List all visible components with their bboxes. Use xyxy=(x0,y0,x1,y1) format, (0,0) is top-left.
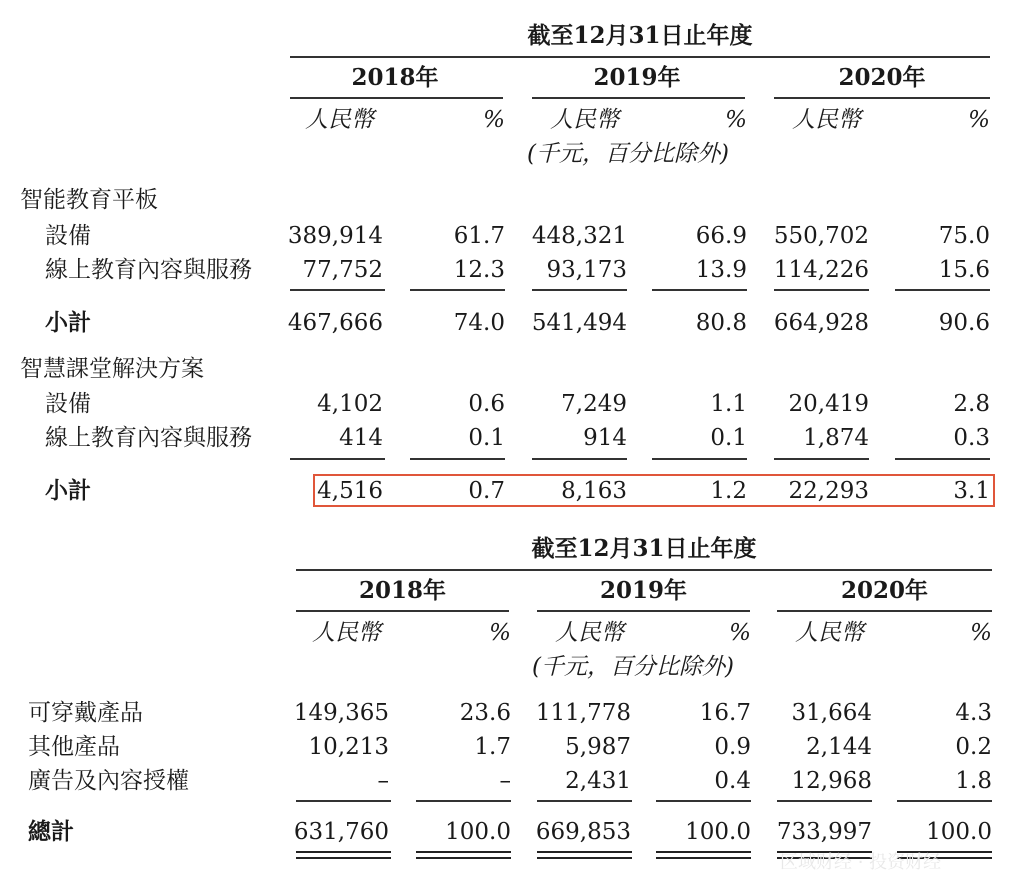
divider xyxy=(652,289,747,291)
cell-2019-amount: 914 xyxy=(583,425,627,451)
divider xyxy=(416,800,511,802)
cell-2020-amount: 12,968 xyxy=(791,768,872,794)
unit-percent: % xyxy=(968,107,990,133)
cell-2019-percent: 80.8 xyxy=(695,310,747,336)
divider xyxy=(774,97,990,99)
unit-percent: % xyxy=(725,107,747,133)
period-header: 截至12月31日止年度 xyxy=(527,22,753,49)
year-header-2020: 2020年 xyxy=(840,577,928,604)
cell-2018-percent: 74.0 xyxy=(453,310,505,336)
cell-2020-percent: 0.3 xyxy=(953,425,990,451)
divider xyxy=(532,289,627,291)
divider xyxy=(774,458,869,460)
cell-2019-percent: 16.7 xyxy=(699,700,751,726)
divider xyxy=(777,800,872,802)
double-underline xyxy=(656,851,751,859)
cell-2020-amount: 2,144 xyxy=(806,734,872,760)
cell-2019-amount: 5,987 xyxy=(565,734,631,760)
divider xyxy=(537,800,632,802)
row-label: 可穿戴產品 xyxy=(28,700,143,726)
cell-2018-amount: 4,516 xyxy=(317,478,383,504)
unit-percent: % xyxy=(489,620,511,646)
cell-2018-percent: 61.7 xyxy=(453,223,505,249)
year-header-2020: 2020年 xyxy=(838,64,926,91)
cell-2018-percent: 0.1 xyxy=(468,425,505,451)
cell-2019-amount: 541,494 xyxy=(531,310,627,336)
cell-2019-percent: 0.9 xyxy=(714,734,751,760)
cell-2020-amount: 22,293 xyxy=(788,478,869,504)
row-label: 線上教育內容與服務 xyxy=(45,257,252,283)
row-label: 設備 xyxy=(45,391,91,417)
cell-2020-amount: 1,874 xyxy=(803,425,869,451)
cell-2019-percent: 0.1 xyxy=(710,425,747,451)
year-header-2019: 2019年 xyxy=(593,64,681,91)
row-label: 總計 xyxy=(28,818,74,845)
double-underline xyxy=(296,851,391,859)
divider xyxy=(777,610,992,612)
cell-2018-percent: 1.7 xyxy=(474,734,511,760)
row-label: 其他產品 xyxy=(28,734,120,760)
row-label: 線上教育內容與服務 xyxy=(45,425,252,451)
row-label: 小計 xyxy=(45,309,91,336)
unit-percent: % xyxy=(483,107,505,133)
unit-currency: 人民幣 xyxy=(795,620,864,646)
divider xyxy=(532,458,627,460)
divider xyxy=(774,289,869,291)
cell-2020-percent: 4.3 xyxy=(955,700,992,726)
watermark: 区域财经 · 投资财经 xyxy=(780,852,942,873)
cell-2019-amount: 111,778 xyxy=(535,700,631,726)
cell-2018-percent: – xyxy=(499,768,511,794)
divider xyxy=(895,289,990,291)
double-underline xyxy=(416,851,511,859)
cell-2018-amount: 149,365 xyxy=(293,700,389,726)
divider xyxy=(290,289,385,291)
divider xyxy=(290,56,990,58)
year-header-2019: 2019年 xyxy=(599,577,687,604)
cell-2019-percent: 0.4 xyxy=(714,768,751,794)
cell-2019-percent: 100.0 xyxy=(685,819,751,845)
cell-2020-percent: 15.6 xyxy=(938,257,990,283)
cell-2018-percent: 23.6 xyxy=(459,700,511,726)
cell-2018-amount: 631,760 xyxy=(293,819,389,845)
cell-2018-amount: 414 xyxy=(339,425,383,451)
cell-2020-percent: 2.8 xyxy=(953,391,990,417)
cell-2019-amount: 2,431 xyxy=(565,768,631,794)
divider xyxy=(296,610,509,612)
row-label: 廣告及內容授權 xyxy=(28,768,189,794)
cell-2018-amount: 10,213 xyxy=(308,734,389,760)
unit-note: (千元，百分比除外) xyxy=(532,654,734,680)
unit-currency: 人民幣 xyxy=(312,620,381,646)
cell-2018-percent: 12.3 xyxy=(453,257,505,283)
cell-2018-percent: 100.0 xyxy=(445,819,511,845)
divider xyxy=(296,800,391,802)
cell-2019-percent: 66.9 xyxy=(695,223,747,249)
cell-2020-amount: 733,997 xyxy=(776,819,872,845)
divider xyxy=(290,458,385,460)
divider xyxy=(410,458,505,460)
unit-note: (千元，百分比除外) xyxy=(527,141,729,167)
cell-2020-percent: 3.1 xyxy=(953,478,990,504)
row-label: 設備 xyxy=(45,223,91,249)
divider xyxy=(410,289,505,291)
cell-2019-percent: 13.9 xyxy=(695,257,747,283)
cell-2020-percent: 90.6 xyxy=(938,310,990,336)
divider xyxy=(290,97,503,99)
cell-2018-percent: 0.6 xyxy=(468,391,505,417)
cell-2018-percent: 0.7 xyxy=(468,478,505,504)
cell-2020-amount: 550,702 xyxy=(773,223,869,249)
cell-2019-amount: 448,321 xyxy=(531,223,627,249)
unit-currency: 人民幣 xyxy=(305,107,374,133)
cell-2019-amount: 669,853 xyxy=(535,819,631,845)
cell-2018-amount: – xyxy=(377,768,389,794)
unit-percent: % xyxy=(970,620,992,646)
section-title: 智能教育平板 xyxy=(20,187,158,213)
cell-2019-amount: 8,163 xyxy=(561,478,627,504)
divider xyxy=(296,569,992,571)
double-underline xyxy=(537,851,632,859)
divider xyxy=(656,800,751,802)
cell-2019-amount: 7,249 xyxy=(561,391,627,417)
unit-currency: 人民幣 xyxy=(550,107,619,133)
cell-2018-amount: 389,914 xyxy=(287,223,383,249)
divider xyxy=(895,458,990,460)
cell-2020-percent: 0.2 xyxy=(955,734,992,760)
divider xyxy=(537,610,750,612)
cell-2020-amount: 20,419 xyxy=(788,391,869,417)
cell-2019-percent: 1.2 xyxy=(710,478,747,504)
cell-2020-percent: 1.8 xyxy=(955,768,992,794)
cell-2020-percent: 100.0 xyxy=(926,819,992,845)
cell-2020-amount: 31,664 xyxy=(791,700,872,726)
unit-currency: 人民幣 xyxy=(792,107,861,133)
year-header-2018: 2018年 xyxy=(351,64,439,91)
cell-2018-amount: 77,752 xyxy=(302,257,383,283)
cell-2019-percent: 1.1 xyxy=(710,391,747,417)
cell-2018-amount: 467,666 xyxy=(287,310,383,336)
divider xyxy=(652,458,747,460)
unit-currency: 人民幣 xyxy=(555,620,624,646)
cell-2020-percent: 75.0 xyxy=(938,223,990,249)
cell-2018-amount: 4,102 xyxy=(317,391,383,417)
cell-2020-amount: 114,226 xyxy=(773,257,869,283)
row-label: 小計 xyxy=(45,477,91,504)
cell-2020-amount: 664,928 xyxy=(773,310,869,336)
year-header-2018: 2018年 xyxy=(358,577,446,604)
cell-2019-amount: 93,173 xyxy=(546,257,627,283)
divider xyxy=(532,97,745,99)
section-title: 智慧課堂解決方案 xyxy=(20,356,204,382)
unit-percent: % xyxy=(729,620,751,646)
divider xyxy=(897,800,992,802)
period-header: 截至12月31日止年度 xyxy=(531,535,757,562)
